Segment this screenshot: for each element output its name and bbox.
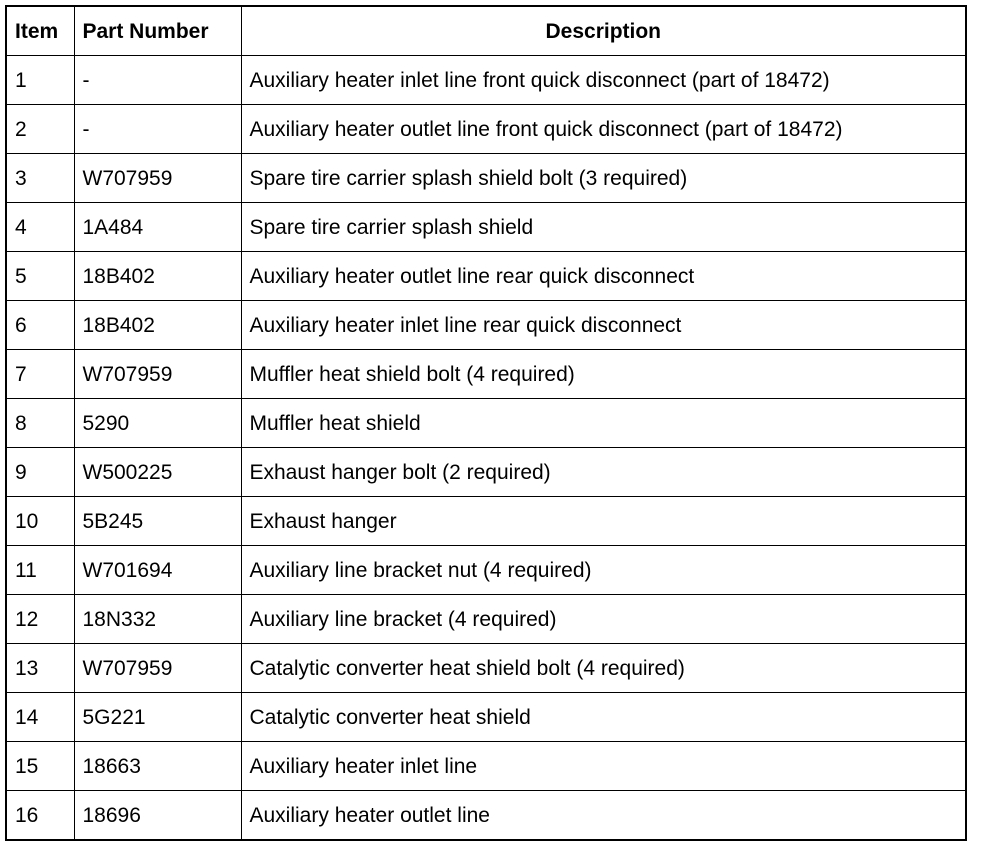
item-cell: 7	[6, 350, 74, 399]
table-row	[6, 644, 966, 693]
item-cell: 14	[6, 693, 74, 742]
part-number-cell: 18B402	[74, 301, 241, 350]
item-cell: 6	[6, 301, 74, 350]
header-row	[6, 6, 966, 56]
part-number-cell: W701694	[74, 546, 241, 595]
description-cell: Spare tire carrier splash shield	[241, 203, 966, 252]
table-row	[6, 742, 966, 791]
part-number-cell: 5G221	[74, 693, 241, 742]
part-number-cell: 18663	[74, 742, 241, 791]
part-number-cell: 1A484	[74, 203, 241, 252]
table-row	[6, 693, 966, 742]
part-number-cell: W707959	[74, 644, 241, 693]
item-cell: 11	[6, 546, 74, 595]
header-part-number: Part Number	[74, 6, 241, 56]
part-number-cell: W707959	[74, 154, 241, 203]
item-cell: 4	[6, 203, 74, 252]
part-number-cell: 5290	[74, 399, 241, 448]
table-body	[6, 56, 966, 841]
table-row	[6, 203, 966, 252]
item-cell: 10	[6, 497, 74, 546]
description-cell: Auxiliary heater inlet line	[241, 742, 966, 791]
description-cell: Catalytic converter heat shield bolt (4 required)	[241, 644, 966, 693]
item-cell: 2	[6, 105, 74, 154]
part-number-cell: 18696	[74, 791, 241, 841]
parts-table	[5, 5, 967, 841]
header-description: Description	[241, 6, 966, 56]
item-cell: 5	[6, 252, 74, 301]
description-cell: Muffler heat shield bolt (4 required)	[241, 350, 966, 399]
part-number-cell: 18B402	[74, 252, 241, 301]
item-cell: 1	[6, 56, 74, 105]
item-cell: 8	[6, 399, 74, 448]
description-cell: Auxiliary heater outlet line front quick disconnect (part of 18472)	[241, 105, 966, 154]
header-item: Item	[6, 6, 74, 56]
item-cell: 12	[6, 595, 74, 644]
table-row	[6, 399, 966, 448]
part-number-cell: -	[74, 105, 241, 154]
description-cell: Muffler heat shield	[241, 399, 966, 448]
description-cell: Auxiliary heater inlet line front quick disconnect (part of 18472)	[241, 56, 966, 105]
description-cell: Auxiliary heater outlet line rear quick disconnect	[241, 252, 966, 301]
table-row	[6, 56, 966, 105]
part-number-cell: W500225	[74, 448, 241, 497]
item-cell: 9	[6, 448, 74, 497]
description-cell: Auxiliary heater inlet line rear quick disconnect	[241, 301, 966, 350]
table-row	[6, 791, 966, 841]
description-cell: Auxiliary line bracket nut (4 required)	[241, 546, 966, 595]
description-cell: Exhaust hanger bolt (2 required)	[241, 448, 966, 497]
item-cell: 3	[6, 154, 74, 203]
item-cell: 13	[6, 644, 74, 693]
part-number-cell: W707959	[74, 350, 241, 399]
table-row	[6, 497, 966, 546]
part-number-cell: 18N332	[74, 595, 241, 644]
table-row	[6, 595, 966, 644]
table-row	[6, 350, 966, 399]
table-row	[6, 252, 966, 301]
part-number-cell: -	[74, 56, 241, 105]
description-cell: Spare tire carrier splash shield bolt (3 required)	[241, 154, 966, 203]
description-cell: Exhaust hanger	[241, 497, 966, 546]
description-cell: Catalytic converter heat shield	[241, 693, 966, 742]
table-row	[6, 301, 966, 350]
table-row	[6, 154, 966, 203]
description-cell: Auxiliary line bracket (4 required)	[241, 595, 966, 644]
description-cell: Auxiliary heater outlet line	[241, 791, 966, 841]
table-row	[6, 546, 966, 595]
part-number-cell: 5B245	[74, 497, 241, 546]
table-row	[6, 448, 966, 497]
item-cell: 16	[6, 791, 74, 841]
table-row	[6, 105, 966, 154]
item-cell: 15	[6, 742, 74, 791]
